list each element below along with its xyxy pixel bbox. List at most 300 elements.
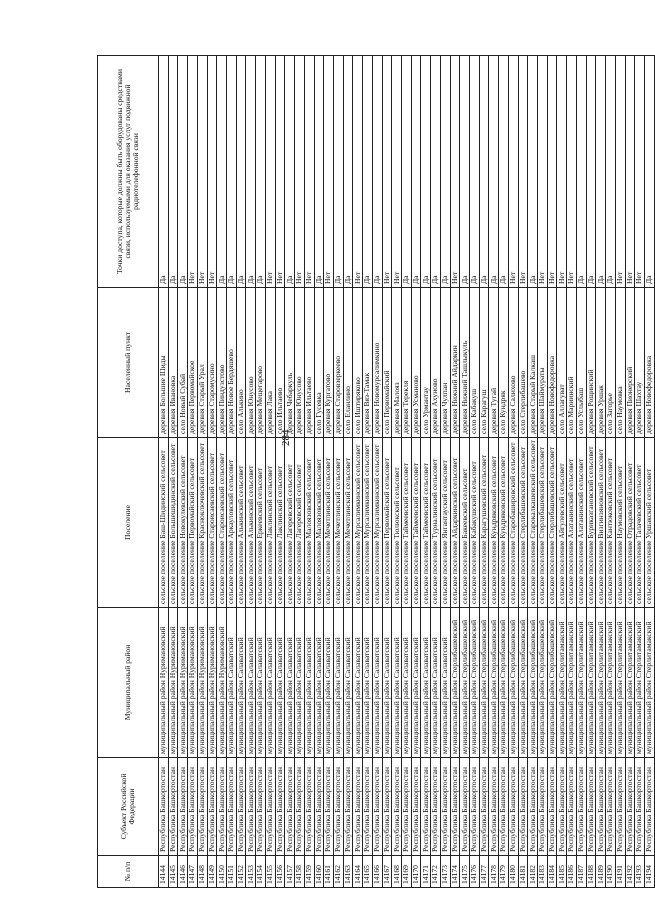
cell-access: Нет [265,56,275,288]
cell-settlement: сельское поселение Еркеевский сельсовет [256,438,266,608]
cell-locality: деревня Новофедоровка [644,288,654,438]
cell-settlement: сельское поселение Стерлибашевский сельсовет [538,438,548,608]
cell-locality: деревня Ивановка [168,288,178,438]
cell-locality: деревня Лака [265,288,275,438]
table-row [567,56,577,888]
table-row [625,56,635,888]
table-row [265,56,275,888]
cell-district: муниципальный район Стерлибашевский [538,608,548,758]
cell-number: 14148 [197,856,207,888]
cell-district: муниципальный район Салаватский [285,608,295,758]
cell-locality: деревня Пионерский [625,288,635,438]
cell-subject: Республика Башкортостан [188,758,198,856]
cell-settlement: сельское поселение Тюлюкский сельсовет [392,438,402,608]
cell-settlement: сельское поселение Турналинский сельсовет [431,438,441,608]
table-row [440,56,450,888]
cell-district: муниципальный район Нуримановский [188,608,198,758]
cell-subject: Республика Башкортостан [372,758,382,856]
cell-locality: село Кабакуш [470,288,480,438]
cell-number: 14192 [625,856,635,888]
cell-access: Нет [518,56,528,288]
cell-district: муниципальный район Стерлибашевский [450,608,460,758]
cell-access: Нет [557,56,567,288]
cell-settlement: сельское поселение Таймеевский сельсовет [421,438,431,608]
cell-locality: деревня Ахуново [431,288,441,438]
table-row [159,56,169,888]
cell-subject: Республика Башкортостан [197,758,207,856]
cell-district: муниципальный район Салаватский [227,608,237,758]
cell-district: муниципальный район Салаватский [314,608,324,758]
cell-locality: деревня Шаймураты [538,288,548,438]
table-row [557,56,567,888]
cell-subject: Республика Башкортостан [421,758,431,856]
cell-subject: Республика Башкортостан [508,758,518,856]
cell-number: 14168 [392,856,402,888]
cell-number: 14147 [188,856,198,888]
cell-locality: деревня Шахтау [635,288,645,438]
cell-access: Да [479,56,489,288]
cell-access: Да [586,56,596,288]
table-row [256,56,266,888]
cell-locality: деревня Нижний Ташлыкуль [460,288,470,438]
cell-settlement: сельское поселение Кундряковский сельсовет [499,438,509,608]
cell-subject: Республика Башкортостан [440,758,450,856]
cell-access: Нет [197,56,207,288]
cell-locality: деревня Старовзеркеево [333,288,343,438]
cell-locality: деревня Нижний Айдаркин [450,288,460,438]
cell-subject: Республика Башкортостан [324,758,334,856]
cell-number: 14152 [236,856,246,888]
table-row [275,56,285,888]
cell-settlement: сельское поселение Буриказгановский сельсовет [586,438,596,608]
cell-settlement: сельское поселение Стерлибашевский сельсовет [518,438,528,608]
cell-district: муниципальный район Салаватский [440,608,450,758]
cell-district: муниципальный район Стерлитамакский [606,608,616,758]
cell-settlement: сельское поселение Красноключевский сельсовет [197,438,207,608]
cell-settlement: сельское поселение Наумовский сельсовет [615,438,625,608]
cell-access: Да [411,56,421,288]
cell-subject: Республика Башкортостан [353,758,363,856]
cell-subject: Республика Башкортостан [275,758,285,856]
cell-settlement: сельское поселение Талачевский сельсовет [635,438,645,608]
cell-access: Нет [538,56,548,288]
cell-settlement: сельское поселение Айгулевский сельсовет [557,438,567,608]
cell-number: 14153 [246,856,256,888]
cell-district: муниципальный район Стерлитамакский [567,608,577,758]
cell-district: муниципальный район Стерлибашевский [508,608,518,758]
cell-subject: Республика Башкортостан [246,758,256,856]
cell-subject: Республика Башкортостан [547,758,557,856]
cell-access: Да [333,56,343,288]
cell-access: Да [178,56,188,288]
cell-district: муниципальный район Салаватский [333,608,343,758]
cell-subject: Республика Башкортостан [285,758,295,856]
header-district: Муниципальный район [98,608,159,758]
cell-district: муниципальный район Салаватский [363,608,373,758]
table-row [236,56,246,888]
cell-locality: деревня Чулпан [440,288,450,438]
cell-subject: Республика Башкортостан [343,758,353,856]
cell-settlement: сельское поселение Лаклинский сельсовет [265,438,275,608]
cell-number: 14190 [606,856,616,888]
cell-locality: село Еланлино [343,288,353,438]
cell-number: 14178 [489,856,499,888]
cell-district: муниципальный район Салаватский [382,608,392,758]
table-row [333,56,343,888]
table-row [188,56,198,888]
table-row [460,56,470,888]
cell-locality: село Аллагуват [557,288,567,438]
cell-district: муниципальный район Салаватский [256,608,266,758]
cell-district: муниципальный район Салаватский [265,608,275,758]
cell-district: муниципальный район Салаватский [324,608,334,758]
cell-district: муниципальный район Салаватский [295,608,305,758]
cell-number: 14188 [586,856,596,888]
cell-number: 14169 [401,856,411,888]
cell-district: муниципальный район Салаватский [304,608,314,758]
table-row [606,56,616,888]
cell-district: муниципальный район Стерлибашевский [547,608,557,758]
table-row [635,56,645,888]
cell-locality: село Кундряк [499,288,509,438]
cell-access: Да [499,56,509,288]
table-row [479,56,489,888]
cell-settlement: сельское поселение Мурсалимкинский сельсовет [363,438,373,608]
cell-district: муниципальный район Стерлитамакский [635,608,645,758]
cell-access: Нет [625,56,635,288]
cell-locality: село Мариинский [567,288,577,438]
cell-settlement: сельское поселение Таймеевский сельсовет [401,438,411,608]
cell-subject: Республика Башкортостан [567,758,577,856]
cell-locality: деревня Вяз-Тамак [363,288,373,438]
table-row [304,56,314,888]
cell-access: Да [217,56,227,288]
cell-subject: Республика Башкортостан [236,758,246,856]
cell-district: муниципальный район Стерлибашевский [460,608,470,758]
cell-access: Нет [295,56,305,288]
header-subject: Субъект Российской Федерации [98,758,159,856]
cell-district: муниципальный район Нуримановский [159,608,169,758]
settlements-table [97,55,655,888]
cell-locality: деревня Пиндузстово [217,288,227,438]
cell-access: Нет [324,56,334,288]
cell-settlement: сельское поселение Стерлибашевский сельсовет [547,438,557,608]
cell-settlement: сельское поселение Староисаевский сельсовет [217,438,227,608]
table-row [586,56,596,888]
cell-locality: деревня Юнусово [295,288,305,438]
table-row [178,56,188,888]
cell-locality: деревня Большие Шиды [159,288,169,438]
cell-district: муниципальный район Нуримановский [168,608,178,758]
cell-access: Да [159,56,169,288]
cell-locality: деревня Юнусово [246,288,256,438]
header-settlement: Поселение [98,438,159,608]
cell-number: 14179 [499,856,509,888]
table-row [372,56,382,888]
cell-subject: Республика Башкортостан [256,758,266,856]
cell-number: 14173 [440,856,450,888]
cell-subject: Республика Башкортостан [159,758,169,856]
table-row [431,56,441,888]
cell-locality: деревня Новое Бердяшево [227,288,237,438]
cell-access: Нет [450,56,460,288]
cell-number: 14162 [333,856,343,888]
cell-settlement: сельское поселение Алькинский сельсовет [246,438,256,608]
cell-district: муниципальный район Стерлибашевский [528,608,538,758]
cell-settlement: сельское поселение Карагушевский сельсовет [479,438,489,608]
table-row [411,56,421,888]
cell-access: Да [576,56,586,288]
cell-access: Нет [615,56,625,288]
cell-settlement: сельское поселение Таймеевский сельсовет [411,438,421,608]
cell-locality: деревня Первомайское [188,288,198,438]
cell-subject: Республика Башкортостан [528,758,538,856]
cell-number: 14182 [528,856,538,888]
cell-district: муниципальный район Стерлитамакский [615,608,625,758]
cell-settlement: сельское поселение Аркауловский сельсовет [227,438,237,608]
cell-access: Да [644,56,654,288]
page-number: 284 [280,429,292,446]
cell-number: 14158 [295,856,305,888]
cell-settlement: сельское поселение Мурсалимкинский сельсовет [372,438,382,608]
cell-number: 14184 [547,856,557,888]
cell-locality: деревня Старомусино [207,288,217,438]
cell-number: 14166 [372,856,382,888]
table-row [168,56,178,888]
cell-locality: село Ильтаево [275,288,285,438]
cell-locality: деревня Уршак [596,288,606,438]
cell-locality: деревня Малояз [392,288,402,438]
cell-locality: деревня Усманово [411,288,421,438]
cell-district: муниципальный район Салаватский [431,608,441,758]
cell-subject: Республика Башкортостан [217,758,227,856]
cell-settlement: сельское поселение Староисаевский сельсовет [207,438,217,608]
cell-district: муниципальный район Стерлибашевский [470,608,480,758]
cell-number: 14150 [217,856,227,888]
cell-number: 14149 [207,856,217,888]
cell-subject: Республика Башкортостан [295,758,305,856]
cell-settlement: сельское поселение Мечетлинский сельсовет [333,438,343,608]
table-row [363,56,373,888]
cell-access: Да [285,56,295,288]
table-row [207,56,217,888]
cell-district: муниципальный район Салаватский [421,608,431,758]
cell-settlement: сельское поселение Большешидинский сельсовет [168,438,178,608]
cell-access: Нет [547,56,557,288]
cell-access: Да [168,56,178,288]
cell-subject: Республика Башкортостан [411,758,421,856]
cell-subject: Республика Башкортостан [470,758,480,856]
header-access-point: Точки доступа, которые должны быть оборудованы средствами связи, используемыми для оказания услуг подвижной радиотелефонной связи [98,56,159,288]
cell-settlement: сельское поселение Мурсалимкинский сельсовет [353,438,363,608]
cell-settlement: сельское поселение Алатанинский сельсовет [576,438,586,608]
cell-locality: село Алькино [236,288,246,438]
table-row [508,56,518,888]
cell-settlement: сельское поселение Лаклинский сельсовет [275,438,285,608]
cell-access: Да [401,56,411,288]
header-locality: Населенный пункт [98,288,159,438]
cell-number: 14186 [567,856,577,888]
cell-settlement: сельское поселение Алькинский сельсовет [236,438,246,608]
cell-district: муниципальный район Нуримановский [178,608,188,758]
cell-number: 14157 [285,856,295,888]
table-row [450,56,460,888]
cell-access: Нет [275,56,285,288]
cell-access: Нет [508,56,518,288]
cell-subject: Республика Башкортостан [382,758,392,856]
cell-district: муниципальный район Салаватский [353,608,363,758]
table-row [596,56,606,888]
cell-access: Да [440,56,450,288]
cell-locality: деревня Мещегарово [256,288,266,438]
cell-locality: село Загорье [606,288,616,438]
table-row [392,56,402,888]
rotated-table-container [97,56,655,888]
cell-number: 14165 [363,856,373,888]
table-row [295,56,305,888]
cell-number: 14151 [227,856,237,888]
cell-access: Нет [304,56,314,288]
cell-number: 14161 [324,856,334,888]
cell-locality: село Первомайский [382,288,392,438]
cell-number: 14155 [265,856,275,888]
cell-settlement: сельское поселение Новокулевский сельсовет [178,438,188,608]
cell-settlement: сельское поселение Лагеревский сельсовет [295,438,305,608]
cell-district: муниципальный район Стерлитамакский [596,608,606,758]
cell-settlement: сельское поселение Уршакский сельсовет [644,438,654,608]
cell-settlement: сельское поселение Алатанинский сельсовет [567,438,577,608]
cell-settlement: сельское поселение Баш-Шидинский сельсовет [159,438,169,608]
cell-access: Нет [392,56,402,288]
cell-district: муниципальный район Стерлитамакский [586,608,596,758]
table-row [285,56,295,888]
cell-access: Нет [207,56,217,288]
table-row [489,56,499,888]
cell-number: 14154 [256,856,266,888]
cell-number: 14180 [508,856,518,888]
cell-number: 14185 [557,856,567,888]
cell-subject: Республика Башкортостан [576,758,586,856]
cell-settlement: сельское поселение Мечетлинский сельсовет [343,438,353,608]
cell-access: Нет [353,56,363,288]
cell-subject: Республика Башкортостан [644,758,654,856]
cell-locality: деревня Ильтаево [304,288,314,438]
cell-locality: деревня Старый Урал [197,288,207,438]
cell-settlement: сельское поселение Кантюковский сельсовет [606,438,616,608]
table-row [217,56,227,888]
table-row [576,56,586,888]
cell-number: 14170 [411,856,421,888]
cell-access: Да [431,56,441,288]
cell-locality: село Наумовка [615,288,625,438]
cell-subject: Республика Башкортостан [625,758,635,856]
cell-subject: Республика Башкортостан [489,758,499,856]
cell-locality: село Карагуш [479,288,489,438]
cell-locality: село Услыбаш [576,288,586,438]
cell-subject: Республика Башкортостан [363,758,373,856]
cell-locality: деревня Новомурсалимкино [372,288,382,438]
cell-number: 14159 [304,856,314,888]
cell-number: 14177 [479,856,489,888]
cell-district: муниципальный район Стерлитамакский [625,608,635,758]
cell-access: Нет [188,56,198,288]
table-row [470,56,480,888]
cell-district: муниципальный район Стерлитамакский [644,608,654,758]
cell-access: Да [489,56,499,288]
cell-subject: Республика Башкортостан [518,758,528,856]
cell-locality: деревня Тугай [489,288,499,438]
cell-number: 14183 [538,856,548,888]
cell-settlement: сельское поселение Отрадовский сельсовет [625,438,635,608]
cell-subject: Республика Башкортостан [557,758,567,856]
table-row [547,56,557,888]
table-row [314,56,324,888]
cell-subject: Республика Башкортостан [635,758,645,856]
cell-number: 14191 [615,856,625,888]
cell-settlement: сельское поселение Старобашировский сельсовет [508,438,518,608]
cell-number: 14146 [178,856,188,888]
cell-district: муниципальный район Салаватский [246,608,256,758]
cell-settlement: сельское поселение Кундряковский сельсовет [489,438,499,608]
cell-number: 14144 [159,856,169,888]
cell-subject: Республика Башкортостан [586,758,596,856]
header-number: № п/п [98,856,159,888]
cell-subject: Республика Башкортостан [479,758,489,856]
table-row [499,56,509,888]
table-row [421,56,431,888]
table-row [246,56,256,888]
cell-locality: село Новый Субай [178,288,188,438]
cell-district: муниципальный район Салаватский [275,608,285,758]
cell-access: Да [460,56,470,288]
cell-settlement: сельское поселение Малоязовский сельсовет [304,438,314,608]
cell-district: муниципальный район Салаватский [236,608,246,758]
table-row [538,56,548,888]
cell-settlement: сельское поселение Малоязовский сельсовет [314,438,324,608]
cell-subject: Республика Башкортостан [431,758,441,856]
cell-access: Да [470,56,480,288]
cell-settlement: сельское поселение Лагеревский сельсовет [285,438,295,608]
cell-number: 14189 [596,856,606,888]
cell-district: муниципальный район Салаватский [343,608,353,758]
cell-subject: Республика Башкортостан [227,758,237,856]
cell-access: Да [528,56,538,288]
cell-locality: деревня Старый Калкаш [528,288,538,438]
cell-locality: деревня Салихово [508,288,518,438]
cell-access: Да [606,56,616,288]
cell-number: 14176 [470,856,480,888]
cell-number: 14194 [644,856,654,888]
cell-subject: Республика Башкортостан [168,758,178,856]
cell-subject: Республика Башкортостан [207,758,217,856]
table-row [227,56,237,888]
table-row [382,56,392,888]
cell-locality: село Урмантау [421,288,431,438]
cell-district: муниципальный район Салаватский [372,608,382,758]
cell-number: 14193 [635,856,645,888]
cell-number: 14181 [518,856,528,888]
cell-locality: деревня Рощинский [586,288,596,438]
cell-locality: деревня Новофедоровка [547,288,557,438]
cell-access: Да [236,56,246,288]
cell-subject: Республика Башкортостан [596,758,606,856]
table-row [197,56,207,888]
cell-district: муниципальный район Салаватский [411,608,421,758]
cell-settlement: сельское поселение Мечетлинский сельсовет [324,438,334,608]
table-row [353,56,363,888]
cell-access: Да [246,56,256,288]
table-row [343,56,353,888]
